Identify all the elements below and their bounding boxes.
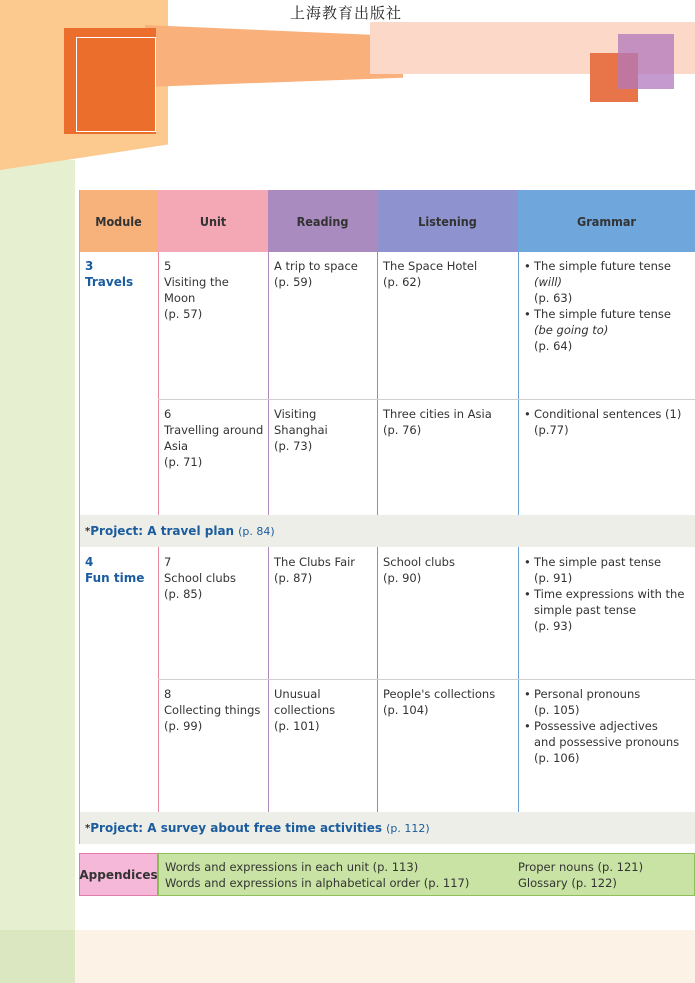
unit-number: 8 [164, 687, 172, 701]
unit-7-cell [158, 548, 268, 608]
unit-number: 6 [164, 407, 172, 421]
unit-8-reading: Unusual collections (p. 101) [274, 687, 336, 733]
project-row-2: * Project: A survey about free time activities (p. 112) [79, 812, 695, 844]
project-row-1: * Project: A travel plan (p. 84) [79, 515, 695, 547]
header-grammar: Grammar [518, 190, 695, 252]
grammar-item: • Conditional sentences (1) (p.77) [524, 406, 689, 438]
unit-page: (p. 57) [164, 307, 203, 321]
appendix-item: Words and expressions in each unit (p. 113) [165, 860, 419, 874]
grammar-item: • The simple past tense (p. 91) [524, 554, 689, 586]
divider-reading [268, 252, 269, 515]
left-decor-strip [0, 160, 75, 983]
appendix-item: Words and expressions in alphabetical order (p. 117) [165, 876, 470, 890]
unit-6-listening: Three cities in Asia (p. 76) [383, 407, 492, 437]
divider-unit [158, 252, 159, 515]
unit-number: 7 [164, 555, 172, 569]
grammar-item: • Time expressions with the simple past tense (p. 93) [524, 586, 689, 634]
grammar-item: • The simple future tense (will) (p. 63) [524, 258, 689, 306]
row-divider [158, 399, 695, 400]
header-unit: Unit [158, 190, 268, 252]
module-number: 3 [85, 259, 94, 273]
divider-listening [377, 252, 378, 515]
module-4-label [79, 548, 158, 592]
contents-table [79, 190, 695, 835]
unit-page: (p. 99) [164, 719, 203, 733]
unit-title: Asia [164, 439, 189, 453]
bottom-decor-band [0, 930, 695, 983]
unit-7-listening: School clubs (p. 90) [383, 555, 455, 585]
unit-number: 5 [164, 259, 172, 273]
divider-grammar [518, 252, 519, 515]
header-module: Module [79, 190, 158, 252]
unit-page: (p. 71) [164, 455, 203, 469]
unit-8-grammar [518, 680, 695, 772]
grammar-item: • Possessive adjectives and possessive pronouns (p. 106) [524, 718, 689, 766]
unit-page: (p. 85) [164, 587, 203, 601]
unit-6-grammar [518, 400, 695, 444]
unit-6-reading: Visiting Shanghai (p. 73) [274, 407, 328, 453]
top-decor-square-outline [76, 37, 156, 132]
module-3-label [79, 252, 158, 296]
unit-8-listening: People's collections (p. 104) [383, 687, 496, 717]
unit-7-grammar [518, 548, 695, 640]
unit-5-listening: The Space Hotel (p. 62) [383, 259, 478, 289]
publisher-name: 上海教育出版社 [290, 4, 403, 22]
unit-6-cell [158, 400, 268, 476]
header-reading: Reading [268, 190, 377, 252]
bottom-left-decor [0, 930, 75, 983]
unit-title: Collecting things [164, 703, 261, 717]
module-number: 4 [85, 555, 94, 569]
unit-5-cell [158, 252, 268, 328]
appendices-body [158, 853, 695, 896]
module-name: Fun time [85, 571, 145, 585]
border-left [79, 190, 80, 844]
appendix-item: Proper nouns (p. 121) [518, 860, 644, 874]
grammar-item: • Personal pronouns (p. 105) [524, 686, 689, 718]
row-divider [158, 679, 695, 680]
top-decor-beam [145, 25, 403, 87]
unit-title: Moon [164, 291, 196, 305]
unit-title: Visiting the [164, 275, 229, 289]
header-listening: Listening [377, 190, 518, 252]
appendix-item: Glossary (p. 122) [518, 876, 617, 890]
right-decor-square-purple [618, 34, 674, 89]
unit-7-reading: The Clubs Fair (p. 87) [274, 555, 356, 585]
unit-5-grammar [518, 252, 695, 360]
unit-title: School clubs [164, 571, 236, 585]
unit-title: Travelling around [164, 423, 264, 437]
appendices-row [79, 853, 695, 896]
module-name: Travels [85, 275, 134, 289]
unit-8-cell [158, 680, 268, 740]
grammar-item: • The simple future tense (be going to) (p. 64) [524, 306, 689, 354]
appendices-label: Appendices [79, 853, 158, 896]
unit-5-reading: A trip to space (p. 59) [274, 259, 358, 289]
